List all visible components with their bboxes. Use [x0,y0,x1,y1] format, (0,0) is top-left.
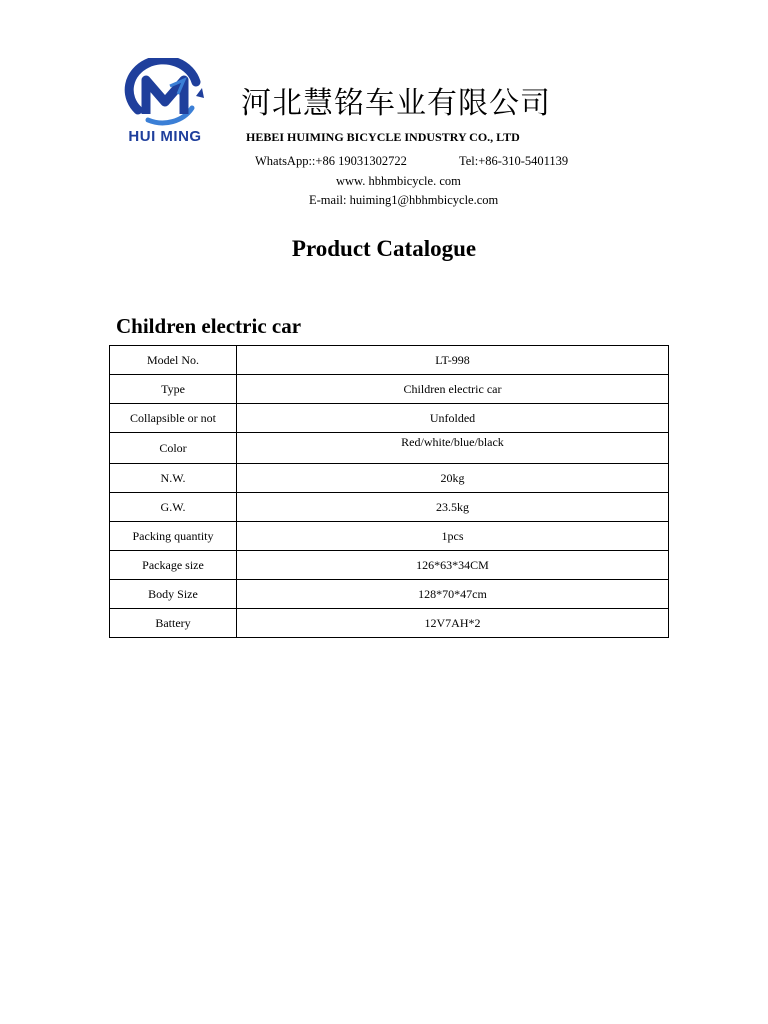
table-row [110,493,669,522]
spec-value: 12V7AH*2 [237,609,669,638]
spec-label: Collapsible or not [110,404,237,433]
spec-value: Red/white/blue/black [237,433,669,464]
logo-text: HUI MING [128,128,202,145]
telephone-contact: Tel:+86-310-5401139 [459,154,569,168]
logo-emblem-icon [118,58,212,128]
table-row [110,522,669,551]
table-row [110,346,669,375]
website-link[interactable]: www. hbhmbicycle. com [336,174,461,188]
table-row [110,404,669,433]
spec-value: 128*70*47cm [237,580,669,609]
spec-value: 1pcs [237,522,669,551]
spec-label: Body Size [110,580,237,609]
table-row [110,609,669,638]
spec-value: 126*63*34CM [237,551,669,580]
spec-label: Model No. [110,346,237,375]
spec-value: LT-998 [237,346,669,375]
spec-label: Battery [110,609,237,638]
spec-value: Unfolded [237,404,669,433]
section-title: Children electric car [116,314,302,338]
spec-label: Packing quantity [110,522,237,551]
email-contact[interactable]: E-mail: huiming1@hbhmbicycle.com [309,193,499,207]
spec-label: Type [110,375,237,404]
table-row [110,433,669,464]
table-row [110,580,669,609]
table-row [110,375,669,404]
spec-value: 20kg [237,464,669,493]
spec-label: N.W. [110,464,237,493]
spec-label: Package size [110,551,237,580]
spec-value: Children electric car [237,375,669,404]
spec-label: G.W. [110,493,237,522]
company-name-chinese: 河北慧铭车业有限公司 [241,86,551,121]
company-name-english: HEBEI HUIMING BICYCLE INDUSTRY CO., LTD [246,130,520,144]
company-logo [118,58,212,153]
document-title: Product Catalogue [291,236,477,261]
spec-value: 23.5kg [237,493,669,522]
whatsapp-contact: WhatsApp::+86 19031302722 [255,154,407,168]
table-row [110,464,669,493]
spec-table [109,345,669,638]
spec-label: Color [110,433,237,464]
table-row [110,551,669,580]
